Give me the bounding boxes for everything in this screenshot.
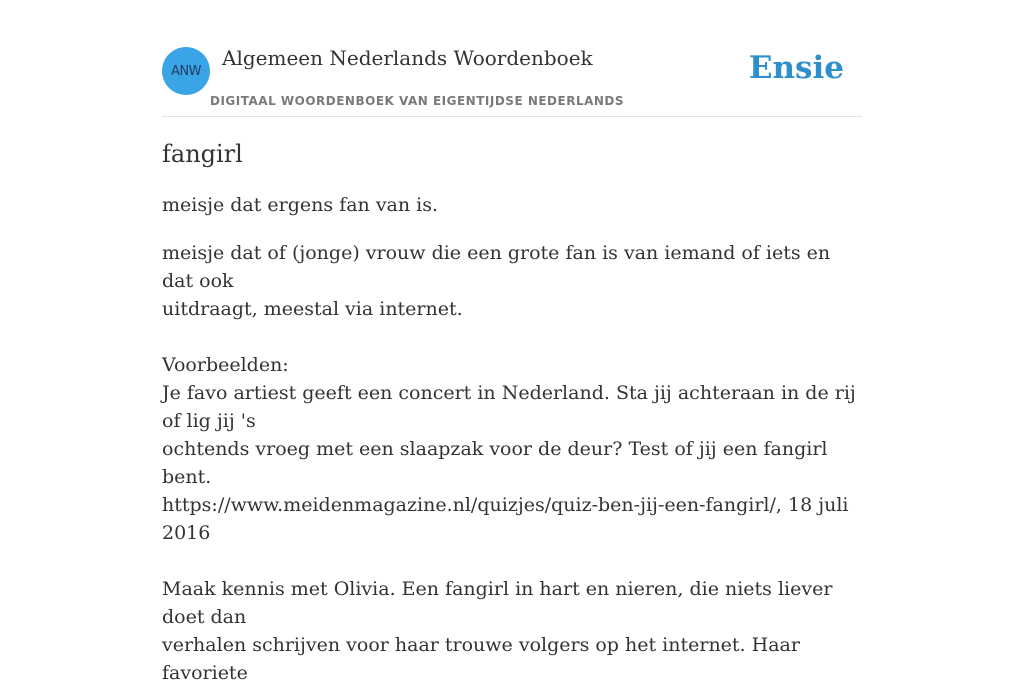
site-header — [162, 40, 862, 117]
site-subtitle: DIGITAAL WOORDENBOEK VAN EIGENTIJDSE NEDERLANDS — [210, 94, 625, 108]
definition-line: meisje dat of (jonge) vrouw die een grote fan is van iemand of iets en dat ook — [162, 242, 831, 292]
short-definition: meisje dat ergens fan van is. — [162, 194, 439, 216]
site-title[interactable]: Algemeen Nederlands Woordenboek — [222, 46, 593, 70]
example-line: verhalen schrijven voor haar trouwe volgers op het internet. Haar favoriete — [162, 634, 800, 684]
entry-term: fangirl — [162, 140, 243, 168]
ensie-brand-link[interactable]: Ensie — [748, 50, 844, 86]
example-line: ochtends vroeg met een slaapzak voor de deur? Test of jij een fangirl bent. — [162, 438, 828, 488]
example-source: https://www.meidenmagazine.nl/quizjes/quiz-ben-jij-een-fangirl/, 18 juli 2016 — [162, 494, 849, 544]
example-line: Maak kennis met Olivia. Een fangirl in hart en nieren, die niets liever doet dan — [162, 578, 833, 628]
entry-body — [162, 239, 862, 687]
example-line: Je favo artiest geeft een concert in Nederland. Sta jij achteraan in de rij of lig jij 's — [162, 382, 856, 432]
definition-line: uitdraagt, meestal via internet. — [162, 298, 463, 320]
anw-logo[interactable] — [162, 47, 210, 95]
logo-text: ANW — [171, 63, 201, 79]
examples-heading: Voorbeelden: — [162, 354, 289, 376]
